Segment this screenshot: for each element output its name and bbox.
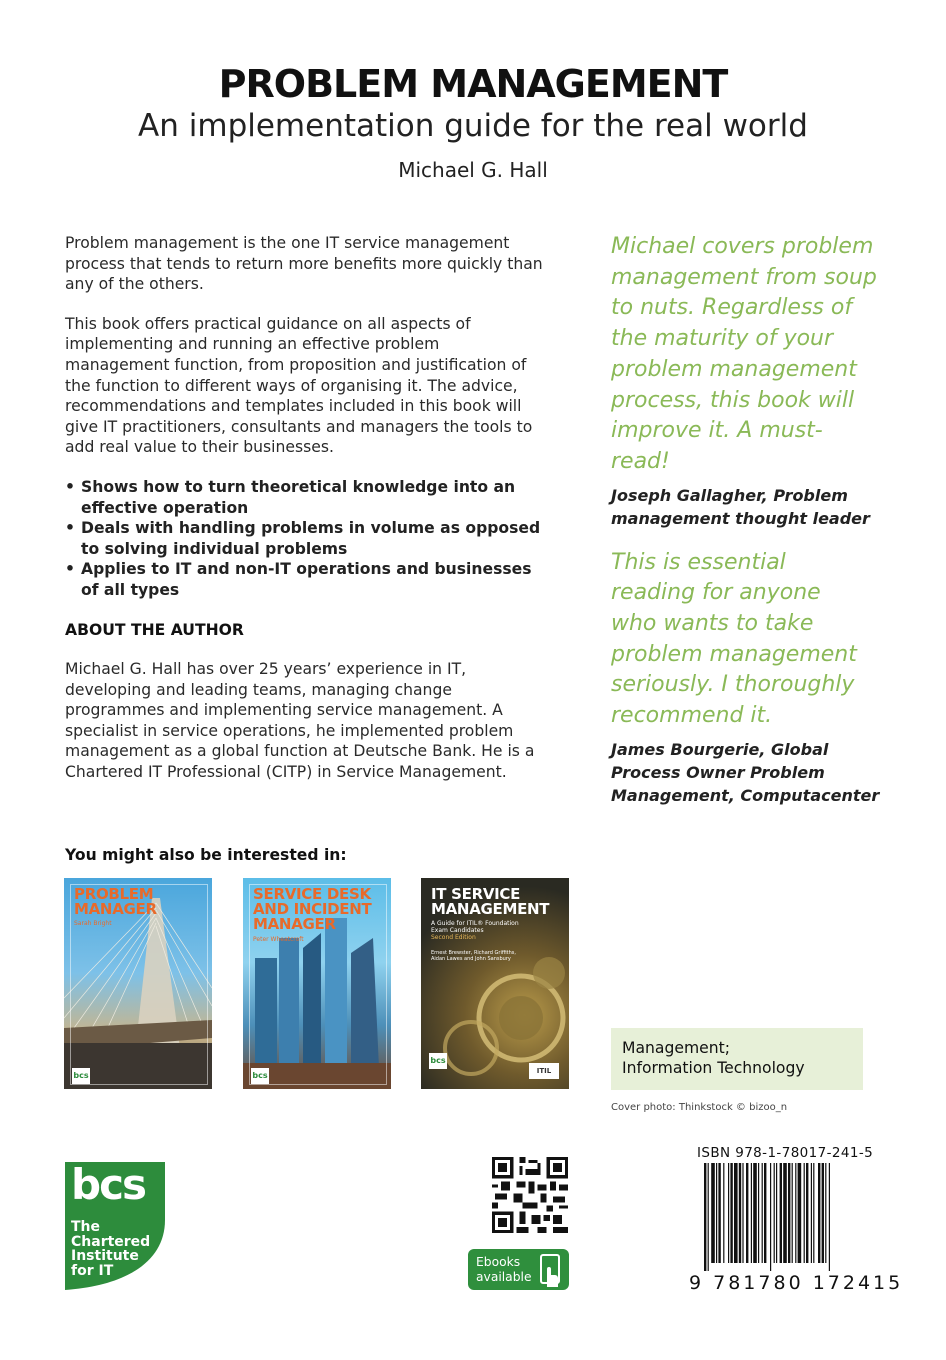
subject-line-2: Information Technology: [622, 1059, 805, 1077]
itil-logo: ITIL: [529, 1063, 559, 1079]
related-book-title: PROBLEM MANAGER: [74, 885, 157, 918]
description-paragraph: This book offers practical guidance on all aspects of implementing and running an effective problem management function, from proposition and justification of the function to different ways of organising it. The advice, recommendations and templates included in this book will give IT practitioners, consultants and managers the tools to add real value to their businesses.: [65, 314, 533, 457]
related-book-service-desk[interactable]: [243, 878, 391, 1089]
feature-item: • Applies to IT and non-IT operations and businesses of all types: [65, 559, 545, 600]
related-book-title: SERVICE DESK AND INCIDENT MANAGER: [253, 885, 372, 933]
barcode-icon: [704, 1163, 864, 1273]
book-title: PROBLEM MANAGEMENT: [218, 62, 728, 106]
barcode-digits: 9 781780 172415: [689, 1272, 904, 1294]
about-author-text: Michael G. Hall has over 25 years’ experience in IT, developing and leading teams, managing change programmes and implementing service management. A specialist in service operations, he implemented problem management as a global function at Deutsche Bank. He is a Chartered IT Professional (CITP) in Service Management.: [65, 660, 535, 782]
related-book-author: Sarah Bright: [74, 920, 112, 927]
description-column: [65, 233, 545, 802]
review-quote-1: Michael covers problem management from soup to nuts. Regardless of the maturity of your problem management process, this book will improve it. A must-read!: [611, 234, 877, 474]
subject-line-1: Management;: [622, 1039, 730, 1057]
review-quote-2: This is essential reading for anyone who wants to take problem management seriously. I thoroughly recommend it.: [611, 549, 857, 729]
book-subtitle: An implementation guide for the real world: [138, 108, 808, 144]
related-book-subtitle: A Guide for ITIL® Foundation Exam Candidates Second Edition: [431, 920, 519, 941]
qr-code-icon[interactable]: [492, 1157, 568, 1233]
related-book-author: Ernest Brewster, Richard Griffiths, Aidan Lawes and John Sansbury: [431, 950, 516, 962]
isbn-label: ISBN 978-1-78017-241-5: [697, 1145, 874, 1161]
review-attribution-2: James Bourgerie, Global Process Owner Problem Management, Computacenter: [611, 739, 880, 805]
description-paragraph: Problem management is the one IT service management process that tends to return more benefits more quickly than any of the others.: [65, 234, 543, 294]
feature-list: [65, 477, 545, 601]
related-book-title: IT SERVICE MANAGEMENT: [431, 885, 550, 918]
review-quotes: [611, 232, 881, 825]
related-book-author: Peter Wheatcroft: [253, 936, 304, 943]
book-author: Michael G. Hall: [398, 158, 548, 182]
cover-photo-credit: Cover photo: Thinkstock © bizoo_n: [611, 1102, 788, 1113]
ebooks-line-2: available: [476, 1270, 532, 1284]
feature-item: • Deals with handling problems in volume as opposed to solving individual problems: [65, 518, 545, 559]
bcs-tagline: The Chartered Institute for IT: [71, 1219, 151, 1279]
feature-item: • Shows how to turn theoretical knowledge into an effective operation: [65, 477, 545, 518]
related-book-problem-manager[interactable]: [64, 878, 212, 1089]
bcs-small-logo: bcs: [251, 1068, 269, 1084]
bcs-small-logo: bcs: [429, 1053, 447, 1069]
review-attribution-1: Joseph Gallagher, Problem management thought leader: [611, 485, 870, 528]
subject-category-box: [611, 1028, 863, 1090]
ebooks-line-1: Ebooks: [476, 1255, 521, 1269]
about-author-heading: ABOUT THE AUTHOR: [65, 620, 244, 639]
bcs-publisher-logo: [65, 1162, 165, 1290]
bcs-small-logo: bcs: [72, 1068, 90, 1084]
bcs-wordmark: bcs: [71, 1160, 145, 1209]
ebooks-available-badge[interactable]: [468, 1249, 569, 1290]
related-heading: You might also be interested in:: [65, 846, 347, 864]
related-book-it-service-management[interactable]: [421, 878, 569, 1089]
tablet-hand-icon: [537, 1253, 563, 1287]
